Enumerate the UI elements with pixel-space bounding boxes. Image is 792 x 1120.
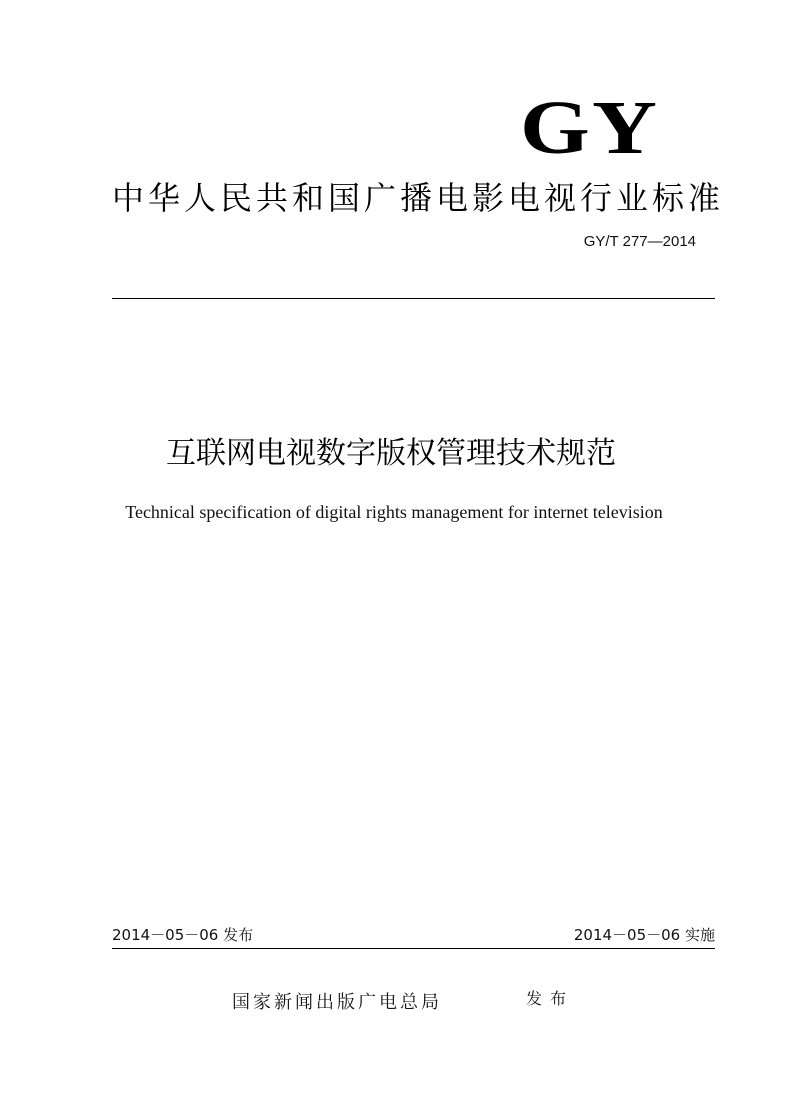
document-title-chinese: 互联网电视数字版权管理技术规范 <box>166 436 616 471</box>
publish-label: 发布 <box>526 989 575 1008</box>
date-row <box>112 924 715 949</box>
issue-date: 2014－05－06 发布 <box>112 926 254 944</box>
standard-category-title: 中华人民共和国广播电影电视行业标准 <box>112 179 725 217</box>
document-title-english: Technical specification of digital rights management for internet television <box>125 502 663 522</box>
gy-logo: GY <box>520 86 660 170</box>
standard-code: GY/T 277—2014 <box>583 233 696 250</box>
publisher-row <box>0 990 792 1020</box>
publisher-name: 国家新闻出版广电总局 <box>232 992 442 1013</box>
implementation-date: 2014－05－06 实施 <box>573 926 715 944</box>
header-divider <box>112 298 715 299</box>
